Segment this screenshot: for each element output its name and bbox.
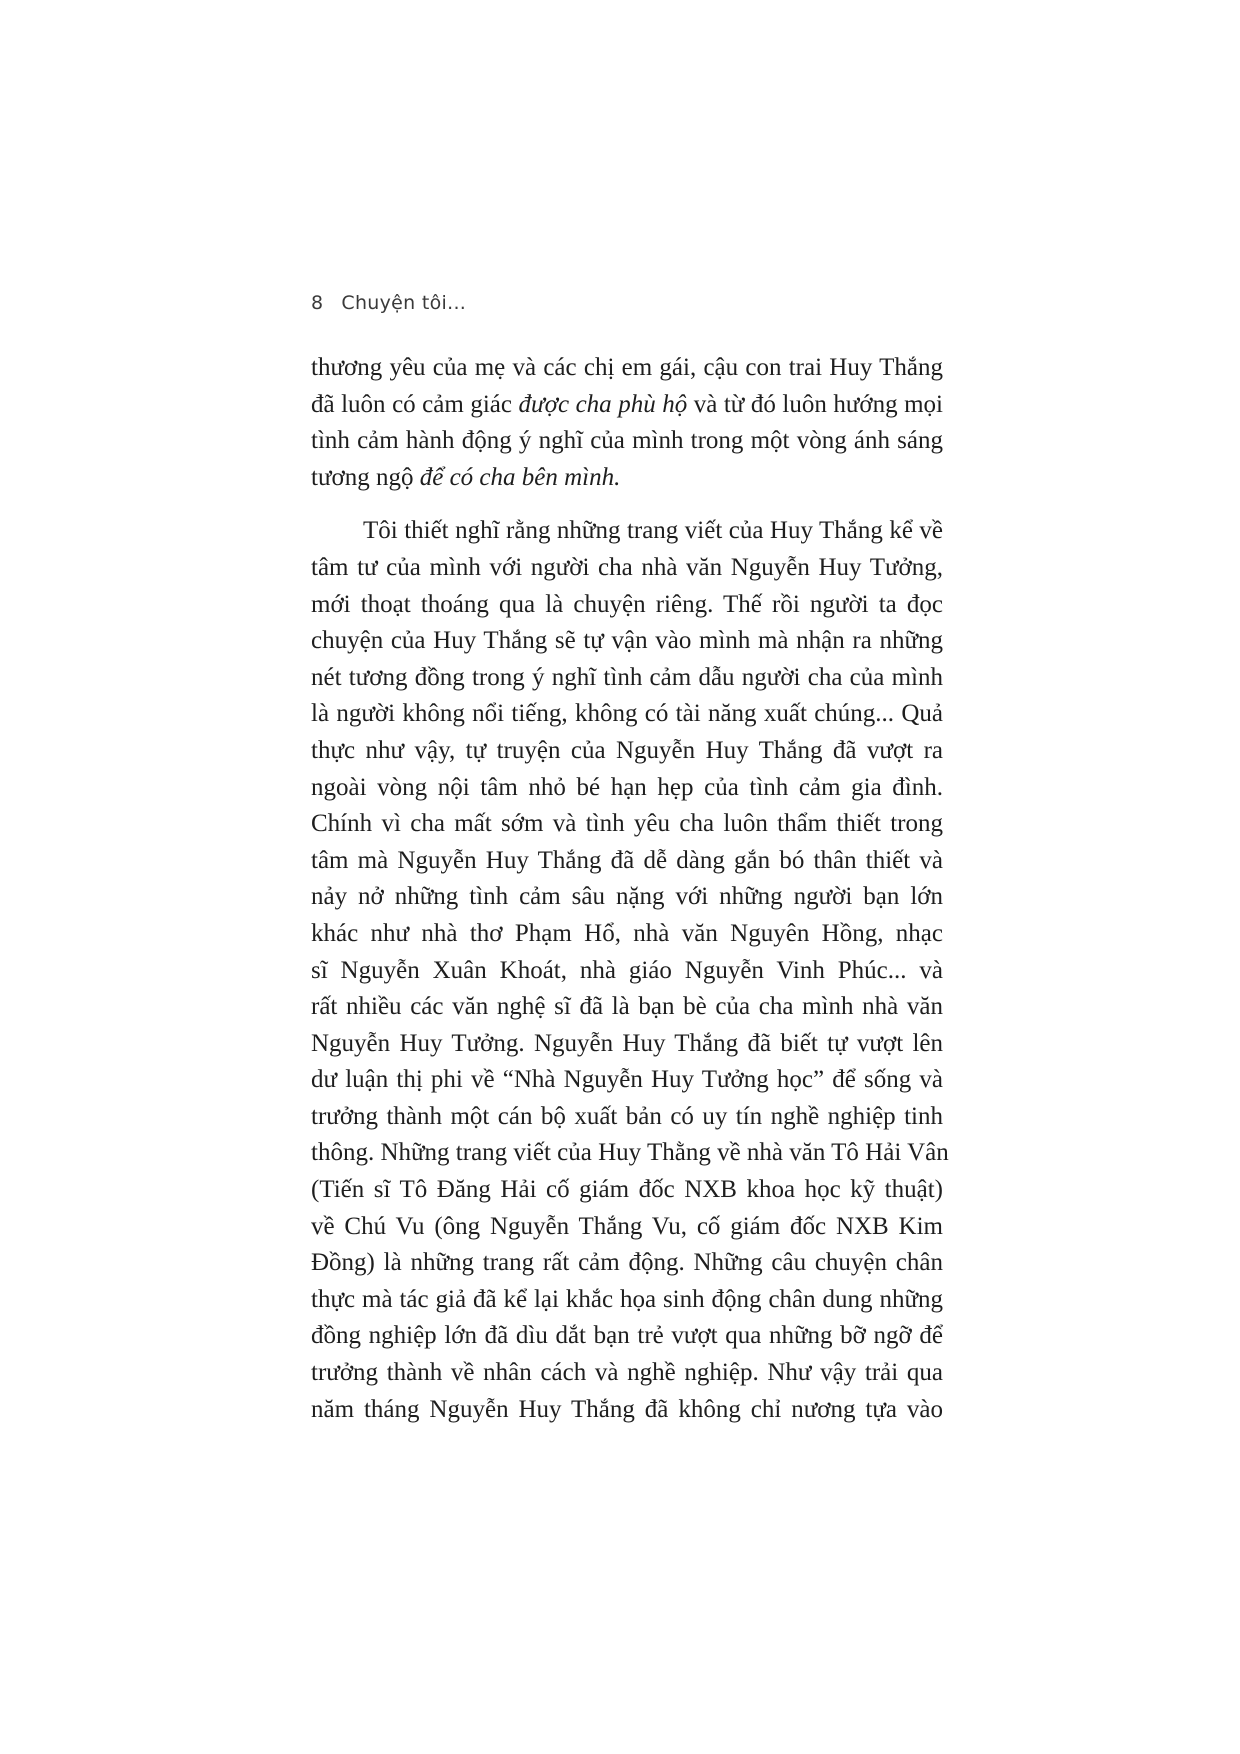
text-line: thông. Những trang viết của Huy Thằng về nhà văn Tô Hải Vân — [311, 1139, 949, 1167]
text-line: dư luận thị phi về “Nhà Nguyễn Huy Tưởng học” để sống và — [311, 1066, 943, 1094]
text-line: rất nhiều các văn nghệ sĩ đã là bạn bè của cha mình nhà văn — [311, 993, 943, 1021]
text-line: thực như vậy, tự truyện của Nguyễn Huy Thắng đã vượt ra — [311, 736, 943, 764]
text-line: tâm mà Nguyễn Huy Thắng đã dễ dàng gắn bó thân thiết và — [311, 846, 943, 874]
text-line: nét tương đồng trong ý nghĩ tình cảm dẫu người cha của mình — [311, 663, 943, 691]
text-run: và từ đó luôn hướng mọi — [687, 390, 944, 418]
text-line: là người không nổi tiếng, không có tài năng xuất chúng... Quả — [311, 700, 943, 728]
paragraph-spacing — [311, 496, 943, 513]
page-number: 8 — [311, 292, 324, 314]
text-line: thương yêu của mẹ và các chị em gái, cậu con trai Huy Thắng — [311, 354, 943, 381]
text-line: Nguyễn Huy Tưởng. Nguyễn Huy Thắng đã biết tự vượt lên — [311, 1029, 943, 1057]
running-head — [311, 292, 466, 314]
italic-phrase: để có cha bên mình. — [419, 463, 621, 491]
text-line: tình cảm hành động ý nghĩ của mình trong một vòng ánh sáng — [311, 427, 943, 455]
text-line: (Tiến sĩ Tô Đăng Hải cố giám đốc NXB khoa học kỹ thuật) — [311, 1176, 943, 1204]
text-line: Đồng) là những trang rất cảm động. Những câu chuyện chân — [311, 1249, 943, 1277]
text-run: tương ngộ — [311, 463, 420, 491]
text-line: sĩ Nguyễn Xuân Khoát, nhà giáo Nguyễn Vinh Phúc... và — [311, 956, 943, 984]
text-line: trưởng thành về nhân cách và nghề nghiệp. Như vậy trải qua — [311, 1359, 943, 1387]
paragraph-1 — [311, 350, 943, 496]
text-line — [311, 460, 943, 497]
text-line: tâm tư của mình với người cha nhà văn Nguyễn Huy Tưởng, — [311, 553, 943, 581]
text-line: nảy nở những tình cảm sâu nặng với những người bạn lớn — [311, 883, 943, 911]
text-line: ngoài vòng nội tâm nhỏ bé hạn hẹp của tình cảm gia đình. — [311, 773, 943, 801]
running-head-title: Chuyện tôi... — [341, 292, 467, 314]
text-line: trưởng thành một cán bộ xuất bản có uy tín nghề nghiệp tinh — [311, 1102, 943, 1130]
text-line: chuyện của Huy Thắng sẽ tự vận vào mình mà nhận ra những — [311, 627, 943, 655]
text-run: đã luôn có cảm giác — [311, 390, 519, 418]
paragraph-2 — [311, 513, 949, 1428]
italic-phrase: được cha phù hộ — [518, 390, 688, 418]
text-line: khác như nhà thơ Phạm Hổ, nhà văn Nguyên Hồng, nhạc — [311, 919, 943, 947]
text-line: Chính vì cha mất sớm và tình yêu cha luôn thẩm thiết trong — [311, 810, 943, 838]
text-line: đồng nghiệp lớn đã dìu dắt bạn trẻ vượt qua những bỡ ngỡ để — [311, 1322, 943, 1350]
text-line — [311, 387, 943, 424]
text-line: về Chú Vu (ông Nguyễn Thắng Vu, cố giám đốc NXB Kim — [311, 1212, 943, 1240]
text-line: thực mà tác giả đã kể lại khắc họa sinh động chân dung những — [311, 1285, 943, 1313]
text-line: năm tháng Nguyễn Huy Thắng đã không chỉ nương tựa vào — [311, 1395, 943, 1423]
text-line: Tôi thiết nghĩ rằng những trang viết của Huy Thắng kể về — [363, 517, 943, 545]
body-text — [311, 350, 949, 1428]
text-line: mới thoạt thoáng qua là chuyện riêng. Thế rồi người ta đọc — [311, 590, 943, 618]
